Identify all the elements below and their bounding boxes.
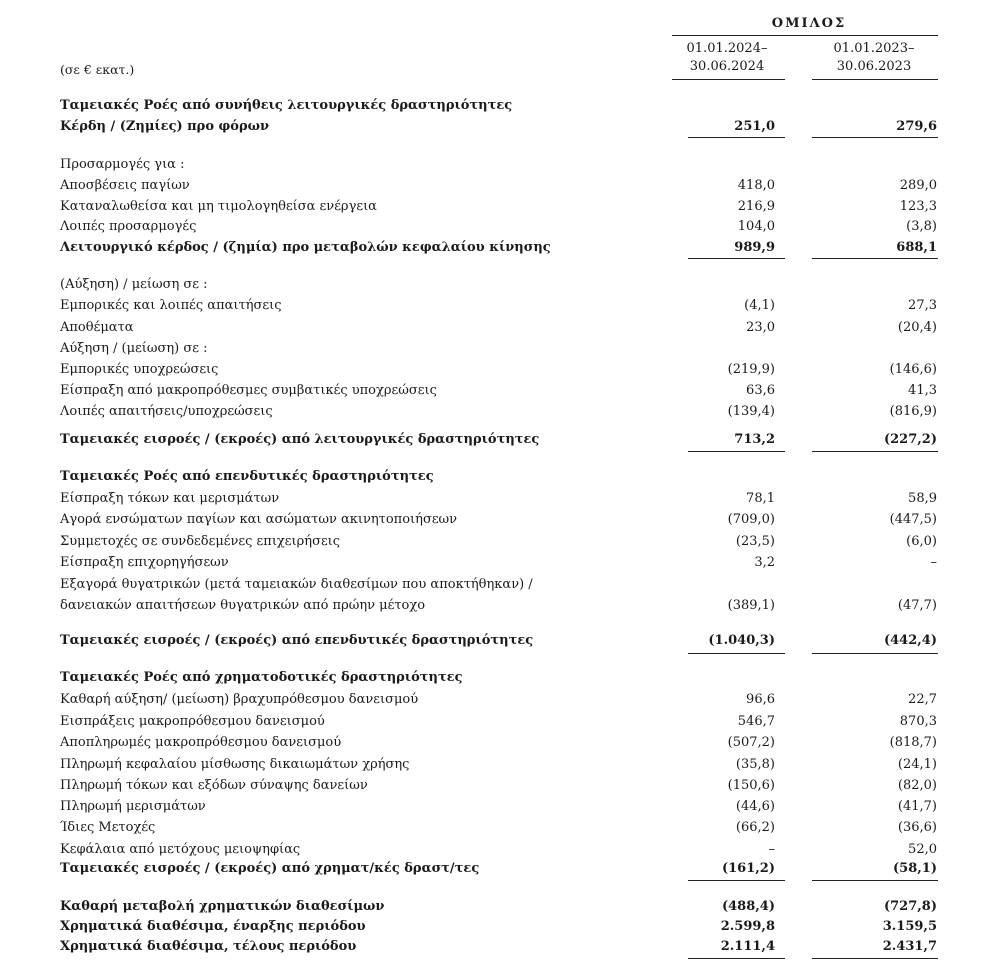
value-2024: 3,2 (754, 555, 775, 570)
table-row (0, 840, 1000, 860)
row-label: Πληρωμή τόκων και εξόδων σύναψης δανείων (60, 778, 368, 793)
value-2023: – (930, 555, 937, 570)
total-rule (688, 451, 785, 452)
value-2024: 2.599,8 (720, 919, 775, 934)
subtotal-rule (688, 258, 785, 259)
group-title: ΟΜΙΛΟΣ (771, 16, 847, 31)
table-row (0, 917, 1000, 937)
value-2024: – (768, 842, 775, 857)
row-label: Πληρωμή κεφαλαίου μίσθωσης δικαιωμάτων χρήσης (60, 757, 410, 772)
value-2023: (82,0) (897, 778, 937, 793)
value-2023: (818,7) (889, 735, 937, 750)
final-total-rule (812, 958, 938, 959)
row-label: Χρηματικά διαθέσιμα, τέλους περιόδου (60, 939, 357, 954)
value-2023: 123,3 (899, 199, 937, 214)
table-row (0, 631, 1000, 651)
value-2024: 96,6 (746, 692, 775, 707)
period-2024-end: 30.06.2024 (689, 59, 765, 74)
row-label: (Αύξηση) / μείωση σε : (60, 277, 208, 292)
row-label: Εισπράξεις μακροπρόθεσμου δανεισμού (60, 714, 325, 729)
value-2024: (23,5) (735, 534, 775, 549)
value-2023: 52,0 (908, 842, 937, 857)
table-row (0, 776, 1000, 796)
table-row (0, 176, 1000, 196)
value-2024: (4,1) (744, 298, 775, 313)
table-row (0, 296, 1000, 316)
value-2023: (3,8) (906, 219, 937, 234)
period-2023-end: 30.06.2023 (836, 59, 912, 74)
table-row (0, 238, 1000, 258)
value-2024: 23,0 (746, 320, 775, 335)
table-row (0, 489, 1000, 509)
row-label: Αποσβέσεις παγίων (60, 178, 190, 193)
table-row (0, 381, 1000, 401)
total-rule (688, 653, 785, 654)
table-row (0, 155, 1000, 175)
value-2023: 870,3 (899, 714, 937, 729)
value-2023: (442,4) (883, 633, 937, 648)
row-label: Εμπορικές και λοιπές απαιτήσεις (60, 298, 282, 313)
row-label: Αγορά ενσώματων παγίων και ασώματων ακινητοποιήσεων (60, 512, 458, 527)
row-label: Ίδιες Μετοχές (60, 820, 156, 835)
section-heading-investing (0, 467, 1000, 487)
value-2023: 22,7 (908, 692, 937, 707)
value-2023: (447,5) (889, 512, 937, 527)
group-title-underline (672, 35, 938, 36)
period-header-2023 (815, 40, 933, 76)
table-row (0, 596, 1000, 616)
table-row (0, 430, 1000, 450)
table-row (0, 818, 1000, 838)
row-label: Ταμειακές Ροές από συνήθεις λειτουργικές δραστηριότητες (60, 98, 513, 113)
value-2023: 279,6 (896, 119, 937, 134)
period-2024-start: 01.01.2024– (686, 41, 768, 56)
row-label: Προσαρμογές για : (60, 157, 185, 172)
row-label: Εξαγορά θυγατρικών (μετά ταμειακών διαθεσίμων που αποκτήθηκαν) / (60, 577, 533, 592)
value-2023: (20,4) (897, 320, 937, 335)
value-2023: (36,6) (897, 820, 937, 835)
table-row (0, 532, 1000, 552)
final-total-rule (688, 958, 785, 959)
value-2023: (6,0) (906, 534, 937, 549)
value-2023: 289,0 (899, 178, 937, 193)
value-2024: 418,0 (737, 178, 775, 193)
value-2023: (227,2) (883, 432, 937, 447)
value-2024: (709,0) (727, 512, 775, 527)
value-2024: (219,9) (727, 362, 775, 377)
subtotal-rule (812, 137, 938, 138)
value-2023: (58,1) (893, 861, 937, 876)
period-2023-start: 01.01.2023– (833, 41, 915, 56)
subtotal-rule (688, 137, 785, 138)
value-2024: 251,0 (734, 119, 775, 134)
value-2023: (41,7) (897, 799, 937, 814)
value-2024: 216,9 (737, 199, 775, 214)
table-row (0, 797, 1000, 817)
row-label: Λοιπές προσαρμογές (60, 219, 197, 234)
row-label: Λειτουργικό κέρδος / (ζημία) προ μεταβολών κεφαλαίου κίνησης (60, 240, 551, 255)
value-2023: 58,9 (908, 491, 937, 506)
row-label: Αποθέματα (60, 320, 134, 335)
table-row (0, 733, 1000, 753)
table-row (0, 275, 1000, 295)
period-2024-underline (672, 79, 785, 80)
row-label: Καταναλωθείσα και μη τιμολογηθείσα ενέργεια (60, 199, 377, 214)
total-rule (688, 880, 785, 881)
subtotal-rule (812, 258, 938, 259)
value-2024: (161,2) (721, 861, 775, 876)
table-row (0, 197, 1000, 217)
total-rule (812, 451, 938, 452)
table-row (0, 690, 1000, 710)
row-label: Ταμειακές εισροές / (εκροές) από χρηματ/κές δραστ/τες (60, 861, 480, 876)
table-row (0, 937, 1000, 957)
row-label: δανειακών απαιτήσεων θυγατρικών από πρώην μέτοχο (60, 598, 426, 613)
value-2023: 2.431,7 (882, 939, 937, 954)
value-2023: 27,3 (908, 298, 937, 313)
value-2024: 989,9 (734, 240, 775, 255)
row-label: Είσπραξη επιχορηγήσεων (60, 555, 229, 570)
row-label: Κέρδη / (Ζημίες) προ φόρων (60, 119, 269, 134)
table-row (0, 117, 1000, 137)
value-2024: (66,2) (735, 820, 775, 835)
table-row (0, 712, 1000, 732)
row-label: Αύξηση / (μείωση) σε : (60, 341, 208, 356)
value-2024: (139,4) (727, 404, 775, 419)
value-2024: 546,7 (737, 714, 775, 729)
row-label: Αποπληρωμές μακροπρόθεσμου δανεισμού (60, 735, 342, 750)
row-label: Ταμειακές Ροές από επενδυτικές δραστηριότητες (60, 469, 434, 484)
value-2023: 3.159,5 (882, 919, 937, 934)
value-2024: 63,6 (746, 383, 775, 398)
value-2024: (35,8) (735, 757, 775, 772)
period-header-2024 (668, 40, 786, 76)
row-label: Ταμειακές εισροές / (εκροές) από λειτουργικές δραστηριότητες (60, 432, 540, 447)
value-2024: (389,1) (727, 598, 775, 613)
row-label: Ταμειακές Ροές από χρηματοδοτικές δραστηριότητες (60, 670, 463, 685)
value-2023: (24,1) (897, 757, 937, 772)
total-rule (812, 653, 938, 654)
table-row (0, 318, 1000, 338)
value-2024: (150,6) (727, 778, 775, 793)
table-row (0, 553, 1000, 573)
table-row (0, 339, 1000, 359)
row-label: Πληρωμή μερισμάτων (60, 799, 206, 814)
value-2024: 78,1 (746, 491, 775, 506)
table-row (0, 575, 1000, 595)
row-label: Καθαρή αύξηση/ (μείωση) βραχυπρόθεσμου δανεισμού (60, 692, 419, 707)
period-2023-underline (812, 79, 938, 80)
value-2024: (44,6) (735, 799, 775, 814)
row-label: Χρηματικά διαθέσιμα, έναρξης περιόδου (60, 919, 366, 934)
table-row (0, 859, 1000, 879)
value-2023: (146,6) (889, 362, 937, 377)
value-2023: 688,1 (896, 240, 937, 255)
row-label: Λοιπές απαιτήσεις/υποχρεώσεις (60, 404, 273, 419)
table-row (0, 360, 1000, 380)
value-2023: (727,8) (883, 899, 937, 914)
value-2024: 104,0 (737, 219, 775, 234)
row-label: Είσπραξη από μακροπρόθεσμες συμβατικές υποχρεώσεις (60, 383, 437, 398)
value-2024: 713,2 (734, 432, 775, 447)
table-row (0, 897, 1000, 917)
row-label: Καθαρή μεταβολή χρηματικών διαθεσίμων (60, 899, 385, 914)
table-row (0, 217, 1000, 237)
value-2024: (507,2) (727, 735, 775, 750)
value-2024: (488,4) (721, 899, 775, 914)
row-label: Είσπραξη τόκων και μερισμάτων (60, 491, 280, 506)
total-rule (812, 880, 938, 881)
section-heading-operating (0, 96, 1000, 116)
row-label: Κεφάλαια από μετόχους μειοψηφίας (60, 842, 301, 857)
value-2023: 41,3 (908, 383, 937, 398)
value-2023: (816,9) (889, 404, 937, 419)
table-row (0, 402, 1000, 422)
row-label: Ταμειακές εισροές / (εκροές) από επενδυτικές δραστηριότητες (60, 633, 534, 648)
section-heading-financing (0, 668, 1000, 688)
table-row (0, 510, 1000, 530)
value-2023: (47,7) (897, 598, 937, 613)
row-label: Εμπορικές υποχρεώσεις (60, 362, 219, 377)
units-label: (σε € εκατ.) (60, 62, 135, 77)
value-2024: 2.111,4 (720, 939, 775, 954)
row-label: Συμμετοχές σε συνδεδεμένες επιχειρήσεις (60, 534, 341, 549)
table-row (0, 755, 1000, 775)
value-2024: (1.040,3) (708, 633, 775, 648)
